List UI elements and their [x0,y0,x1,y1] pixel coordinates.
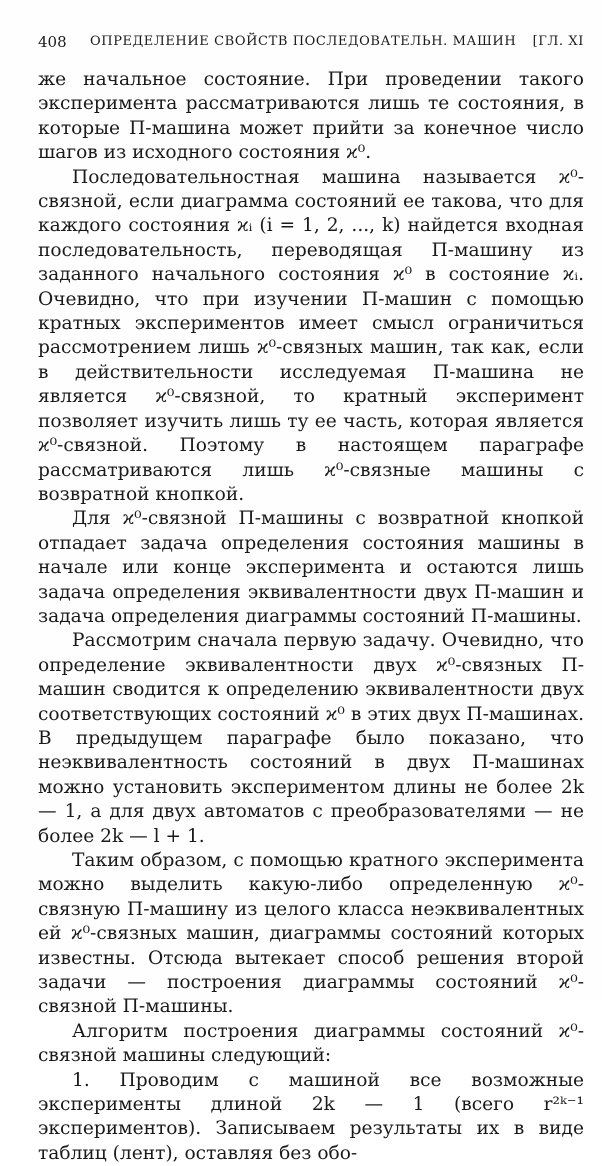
paragraph-7: 1. Проводим с машиной все возможные эксперименты длиной 2k — 1 (всего r²ᵏ⁻¹ экспериментов). Записываем результаты их в виде таблиц (лент), оставляя без обо- [38,1069,584,1164]
paragraph-4: Рассмотрим сначала первую задачу. Очевидно, что определение эквивалентности двух ϰ⁰-связных П-машин сводится к определению эквивалентности двух соответствующих состояний ϰ⁰ в этих двух П-машинах. В предыдущем параграфе было показано, что неэквивалентность состояний в двух П-машинах можно установить экспериментом длины не более 2k — 1, а для двух автоматов с преобразователями — не более 2k — l + 1. [38,630,584,847]
paragraph-2: Последовательностная машина называется ϰ⁰-связной, если диаграмма состояний ее такова, что для каждого состояния ϰᵢ (i = 1, 2, ..., k) найдется входная последовательность, переводящая П-машину из заданного начального состояния ϰ⁰ в состояние ϰᵢ. Очевидно, что при изучении П-машин с помощью кратных экспериментов имеет смысл ограничиться рассмотрением лишь ϰ⁰-связных машин, так как, если в действительности исследуемая П-машина не является ϰ⁰-связной, то кратный эксперимент позволяет изучить лишь ту ее часть, которая является ϰ⁰-связной. Поэтому в настоящем параграфе рассматриваются лишь ϰ⁰-связные машины с возвратной кнопкой. [38,166,584,505]
paragraph-5: Таким образом, с помощью кратного эксперимента можно выделить какую-либо определенную ϰ⁰-связную П-машину из целого класса неэквивалентных ей ϰ⁰-связных машин, диаграммы состояний которых известны. Отсюда вытекает способ решения второй задачи — построения диаграммы состояний ϰ⁰-связной П-машины. [38,850,584,1018]
paragraph-6: Алгоритм построения диаграммы состояний ϰ⁰-связной машины следующий: [38,1020,584,1067]
paragraph-3: Для ϰ⁰-связной П-машины с возвратной кнопкой отпадает задача определения состояния машины в начале или конце эксперимента и остаются лишь задача определения эквивалентности двух П-машин и задача определения диаграммы состояний П-машины. [38,508,584,627]
running-header [38,33,584,55]
page-number: 408 [38,33,67,51]
chapter-reference: [ГЛ. XI [532,34,584,49]
paragraph-1: же начальное состояние. При проведении такого эксперимента рассматриваются лишь те состояния, в которые П-машина может прийти за конечное число шагов из исходного состояния ϰ⁰. [38,69,584,164]
body-text [38,68,584,1166]
running-title: ОПРЕДЕЛЕНИЕ СВОЙСТВ ПОСЛЕДОВАТЕЛЬН. МАШИН [90,34,517,49]
